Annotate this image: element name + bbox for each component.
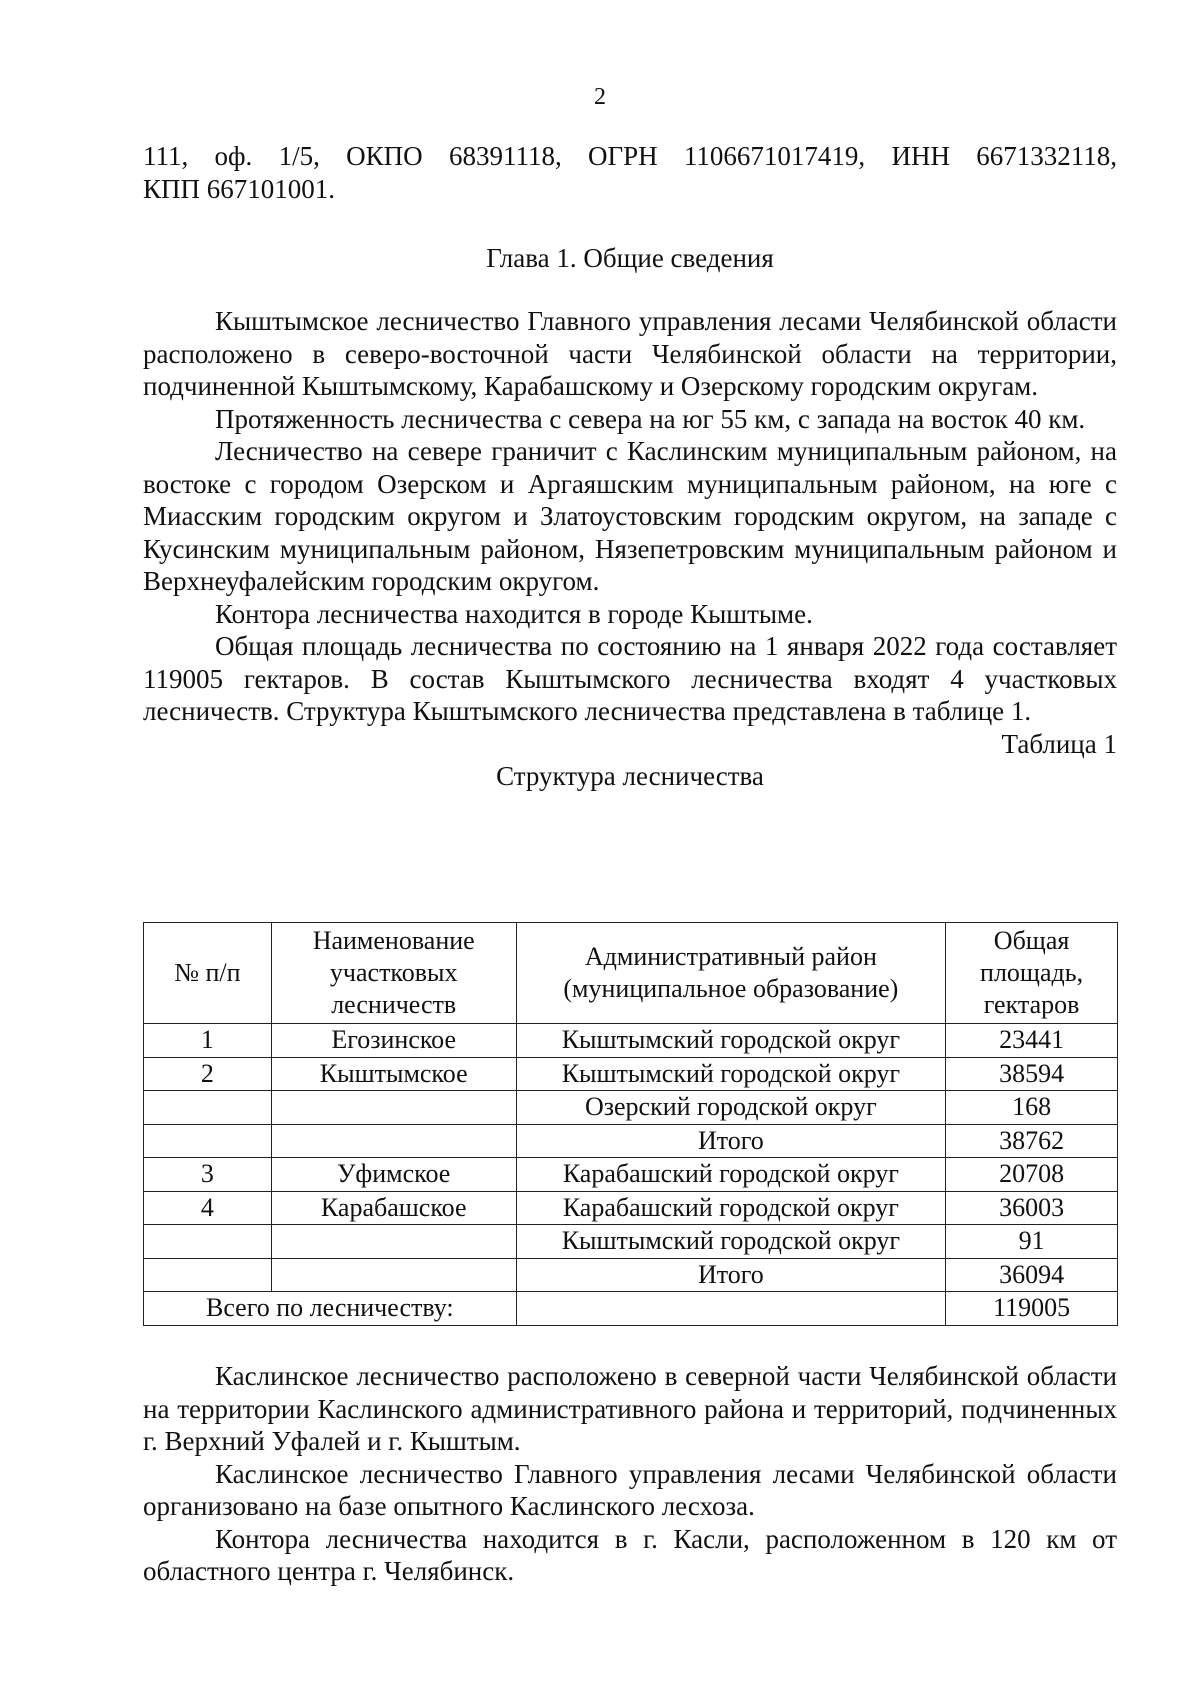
table-header-row [144, 923, 1118, 1024]
cell-area: 91 [946, 1225, 1118, 1259]
table-row [144, 1158, 1118, 1192]
cell-district: Кыштымский городской округ [516, 1057, 946, 1091]
structure-table [143, 922, 1118, 1326]
paragraph: Лесничество на севере граничит с Каслинским муниципальным районом, на востоке с городом Озерском и Аргаяшским муниципальным районом, на юге с Миасским городским округом и Златоустовским городским округом, на западе с Кусинским муниципальным районом, Нязепетровским муниципальным районом и Верхнеуфалейским городским округом. [143, 436, 1117, 596]
paragraph: Контора лесничества находится в городе Кыштыме. [215, 598, 813, 629]
paragraph: Общая площадь лесничества по состоянию на 1 января 2022 года составляет 119005 гектаров. В состав Кыштымского лесничества входят 4 участковых лесничеств. Структура Кыштымского лесничества представлена в таблице 1. [143, 631, 1117, 726]
page-number: 2 [594, 84, 606, 110]
cell-district: Итого [516, 1258, 946, 1292]
cell-name [271, 1258, 516, 1292]
cell-area: 20708 [946, 1158, 1118, 1192]
intro-block [143, 140, 1117, 205]
cell-num [144, 1124, 272, 1158]
header-name: Наименование участковых лесничеств [271, 923, 516, 1024]
paragraph: Каслинское лесничество Главного управления лесами Челябинской области организовано на базе опытного Каслинского лесхоза. [143, 1458, 1117, 1521]
paragraph: Кыштымское лесничество Главного управления лесами Челябинской области расположено в северо-восточной части Челябинской области на территории, подчиненной Кыштымскому, Карабашскому и Озерскому городским округам. [143, 306, 1117, 401]
cell-area: 36003 [946, 1191, 1118, 1225]
table-row [144, 1057, 1118, 1091]
cell-name [271, 1225, 516, 1259]
chapter-title-block [143, 242, 1117, 275]
cell-num: 4 [144, 1191, 272, 1225]
cell-num [144, 1091, 272, 1125]
header-area: Общая площадь, гектаров [946, 923, 1118, 1024]
cell-district: Карабашский городской округ [516, 1158, 946, 1192]
table-row [144, 1258, 1118, 1292]
header-district: Административный район (муниципальное образование) [516, 923, 946, 1024]
cell-area: 38594 [946, 1057, 1118, 1091]
cell-name: Карабашское [271, 1191, 516, 1225]
cell-num: 1 [144, 1024, 272, 1058]
cell-district: Карабашский городской округ [516, 1191, 946, 1225]
body-text-after [143, 1360, 1117, 1588]
chapter-title: Глава 1. Общие сведения [486, 243, 774, 273]
paragraph: Каслинское лесничество расположено в северной части Челябинской области на территории Каслинского административного района и территорий, подчиненных г. Верхний Уфалей и г. Кыштым. [143, 1361, 1117, 1456]
cell-num [144, 1225, 272, 1259]
total-label: Всего по лесничеству: [144, 1292, 517, 1326]
table-label: Таблица 1 [1001, 728, 1117, 759]
total-area: 119005 [946, 1292, 1118, 1326]
cell-area: 168 [946, 1091, 1118, 1125]
cell-area: 23441 [946, 1024, 1118, 1058]
paragraph: Контора лесничества находится в г. Касли, расположенном в 120 км от областного центра г. Челябинск. [143, 1523, 1117, 1586]
table-total-row [144, 1292, 1118, 1326]
header-num: № п/п [144, 923, 272, 1024]
cell-district: Итого [516, 1124, 946, 1158]
table-row [144, 1124, 1118, 1158]
cell-name: Егозинское [271, 1024, 516, 1058]
table-row [144, 1225, 1118, 1259]
cell-num [144, 1258, 272, 1292]
cell-name [271, 1091, 516, 1125]
paragraph: Протяженность лесничества с севера на юг 55 км, с запада на восток 40 км. [215, 403, 1086, 434]
cell-num: 2 [144, 1057, 272, 1091]
cell-district: Кыштымский городской округ [516, 1024, 946, 1058]
cell-name: Уфимское [271, 1158, 516, 1192]
cell-district: Озерский городской округ [516, 1091, 946, 1125]
cell-district: Кыштымский городской округ [516, 1225, 946, 1259]
total-district [516, 1292, 946, 1326]
intro-line-2: КПП 667101001. [143, 173, 336, 204]
cell-num: 3 [144, 1158, 272, 1192]
intro-line-1: 111, оф. 1/5, ОКПО 68391118, ОГРН 1106671017419, ИНН 6671332118, [143, 141, 1117, 171]
cell-name [271, 1124, 516, 1158]
table-caption: Структура лесничества [496, 761, 764, 791]
table-row [144, 1091, 1118, 1125]
body-text [143, 305, 1117, 793]
cell-name: Кыштымское [271, 1057, 516, 1091]
cell-area: 36094 [946, 1258, 1118, 1292]
cell-area: 38762 [946, 1124, 1118, 1158]
table-row [144, 1191, 1118, 1225]
table-row [144, 1024, 1118, 1058]
